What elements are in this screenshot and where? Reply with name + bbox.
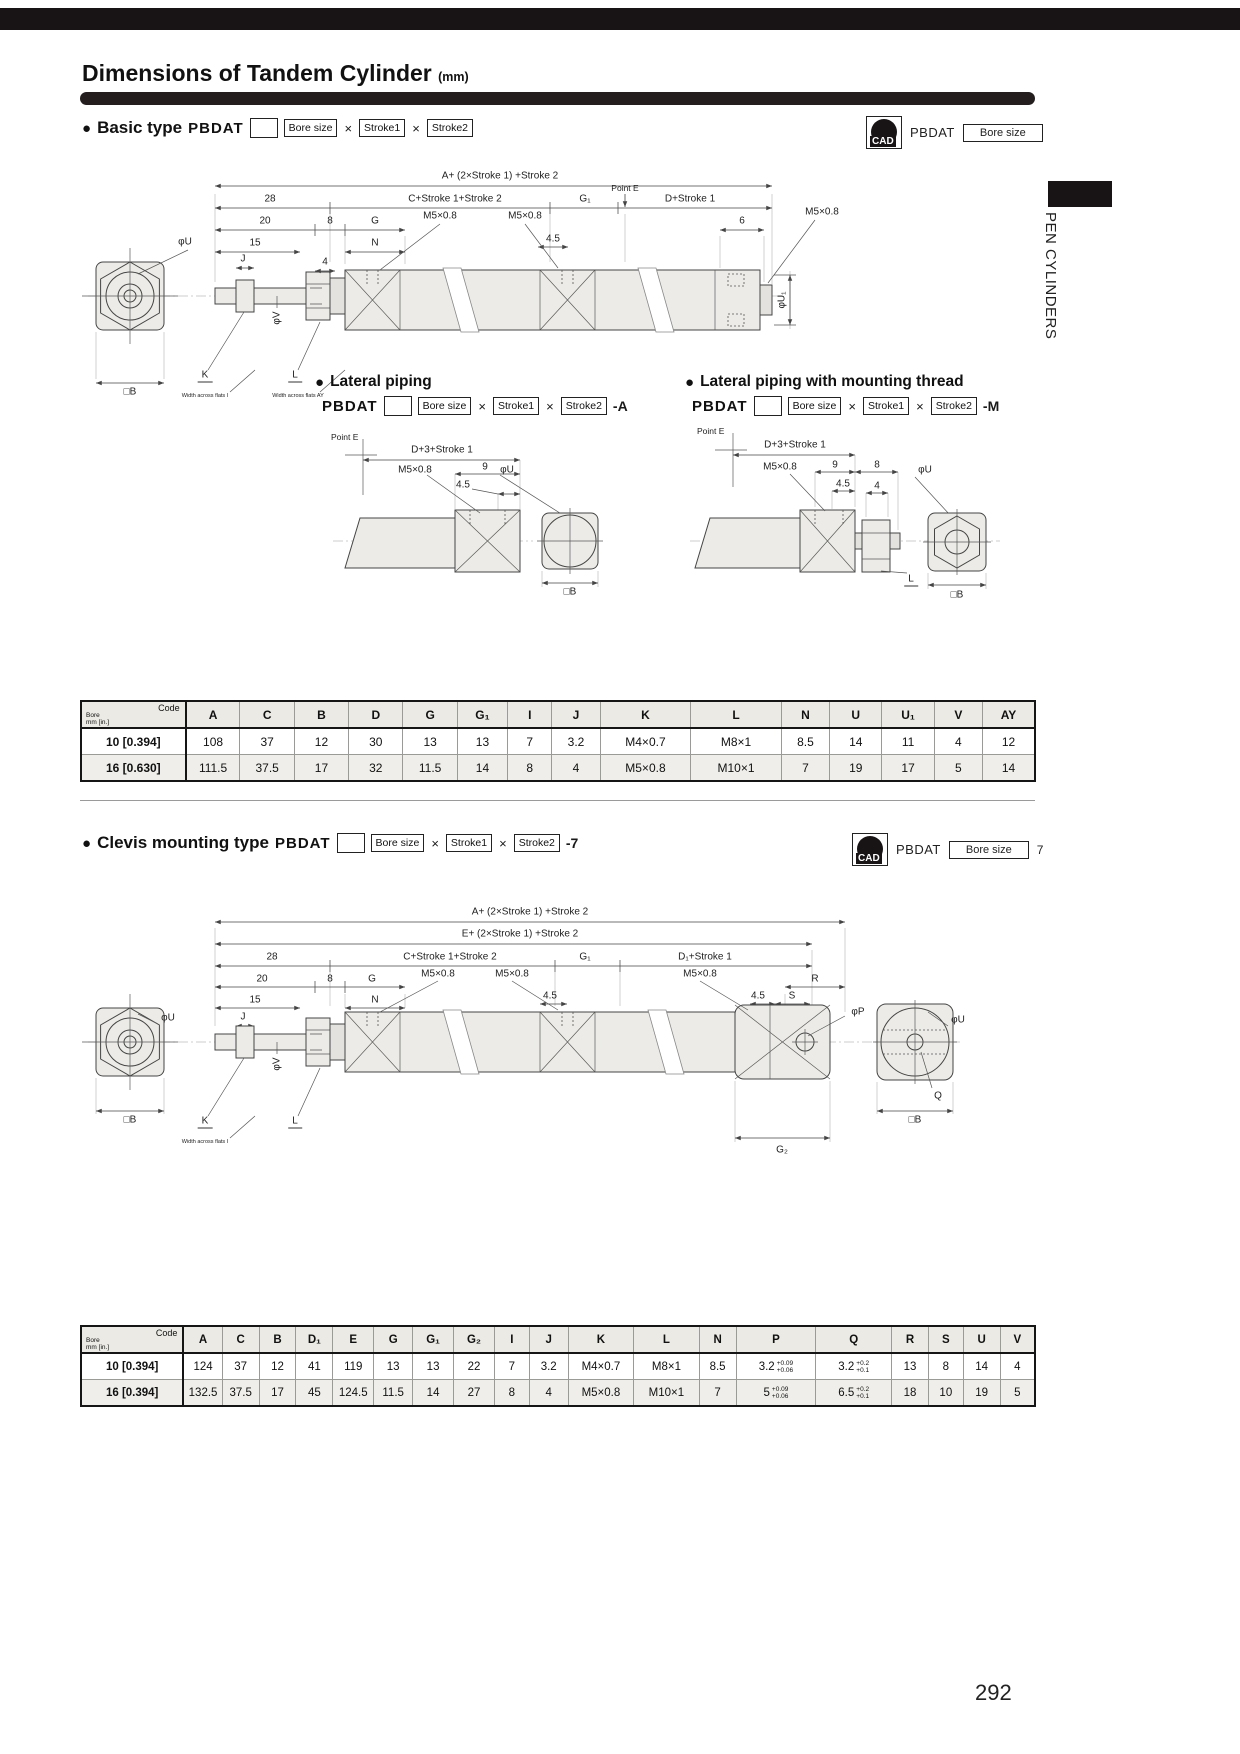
dim-g1: G₁ (579, 193, 591, 205)
value-cell: 13 (413, 1353, 454, 1380)
model-stroke2-box: Stroke2 (561, 397, 607, 415)
column-header: V (1000, 1326, 1035, 1353)
side-section-tab (1048, 181, 1112, 207)
column-header: J (529, 1326, 568, 1353)
cad-suffix: 7 (1036, 842, 1044, 857)
dim-g1: G₁ (579, 951, 591, 963)
callout-l: L (904, 574, 918, 587)
dim-d3-stroke: D+3+Stroke 1 (764, 439, 826, 451)
corner-bore-label: Bore mm [in.] (86, 1337, 110, 1351)
dim-j: J (240, 253, 246, 265)
clevis-drawing-geometry (80, 900, 1060, 1170)
column-header: N (699, 1326, 736, 1353)
dim-phi-u: φU (500, 464, 514, 476)
page-title-text: Dimensions of Tandem Cylinder (82, 60, 432, 86)
callout-k: K (198, 370, 213, 383)
dim-20: 20 (259, 215, 271, 227)
model-bore-box: Bore size (371, 834, 425, 852)
cad-bore-size-box: Bore size (963, 124, 1043, 142)
value-cell: 3.2 +0.2 +0.1 (816, 1353, 892, 1380)
dim-square-b: □B (123, 386, 137, 398)
model-stroke2-box: Stroke2 (931, 397, 977, 415)
value-cell: 7 (494, 1353, 529, 1380)
callout-l: L (288, 1116, 302, 1129)
value-cell: 5 (1000, 1380, 1035, 1407)
column-header: C (240, 701, 294, 728)
value-cell: 27 (454, 1380, 495, 1407)
column-header: U (963, 1326, 1000, 1353)
model-suffix: -7 (565, 835, 579, 851)
value-cell: 17 (882, 755, 934, 782)
column-header: R (892, 1326, 929, 1353)
value-cell: M8×1 (691, 728, 782, 755)
value-cell: 108 (186, 728, 240, 755)
dim-20: 20 (256, 973, 268, 985)
lateral-thread-geometry (685, 425, 1040, 615)
cad-model-code: PBDAT (910, 125, 955, 140)
column-header: A (186, 701, 240, 728)
section-title: Lateral piping (330, 373, 432, 390)
dim-g: G (371, 215, 379, 227)
value-cell: 18 (892, 1380, 929, 1407)
page-title-unit: (mm) (438, 70, 469, 84)
value-cell: 4 (552, 755, 600, 782)
basic-drawing-geometry (80, 150, 1045, 402)
dim-8: 8 (874, 459, 880, 471)
value-cell: 11 (882, 728, 934, 755)
value-cell: 37.5 (222, 1380, 259, 1407)
dim-6: 6 (739, 215, 745, 227)
clevis-dimensions-table (80, 1325, 1036, 1407)
bore-size-cell: 10 [0.394] (81, 1353, 183, 1380)
cad-icon (866, 116, 902, 149)
width-across-flats-i: Width across flats I (181, 393, 229, 399)
cad-icon-label: CAD (872, 136, 894, 147)
dim-4-5-right: 4.5 (751, 990, 765, 1002)
value-cell: M4×0.7 (600, 728, 691, 755)
title-underline-bar (80, 92, 1035, 105)
column-header: D₁ (296, 1326, 333, 1353)
value-cell: 37 (240, 728, 294, 755)
corner-code-label: Code (158, 703, 180, 713)
value-cell: 30 (349, 728, 403, 755)
dim-phi-u1: φU₁ (776, 291, 788, 309)
column-header: N (781, 701, 829, 728)
value-cell: 13 (374, 1353, 413, 1380)
bore-size-cell: 16 [0.630] (81, 755, 186, 782)
value-cell: 19 (830, 755, 882, 782)
column-header: V (934, 701, 982, 728)
value-cell: 10 (928, 1380, 963, 1407)
dim-r: R (811, 973, 819, 985)
model-bore-box: Bore size (788, 397, 842, 415)
table-row (81, 755, 1035, 782)
cad-badge-basic (866, 116, 1043, 149)
clevis-type-drawing (80, 900, 1060, 1170)
column-header: K (568, 1326, 634, 1353)
column-header: Q (816, 1326, 892, 1353)
table-row (81, 728, 1035, 755)
section-title: Clevis mounting type (97, 833, 269, 852)
model-empty-box (337, 833, 365, 853)
bore-size-cell: 10 [0.394] (81, 728, 186, 755)
dim-4: 4 (874, 480, 880, 492)
model-empty-box (754, 396, 782, 416)
thread-spec: M5×0.8 (398, 464, 432, 476)
thread-spec-3: M5×0.8 (683, 968, 717, 980)
column-header: I (508, 701, 552, 728)
dim-d-stroke: D+Stroke 1 (664, 193, 716, 205)
column-header: U₁ (882, 701, 934, 728)
dim-j: J (240, 1011, 246, 1023)
value-cell: 3.2 (529, 1353, 568, 1380)
value-cell: 41 (296, 1353, 333, 1380)
column-header: I (494, 1326, 529, 1353)
value-cell: M8×1 (634, 1353, 700, 1380)
value-cell: 17 (259, 1380, 296, 1407)
column-header: A (183, 1326, 222, 1353)
callout-l: L (288, 370, 302, 383)
dim-4-5-mid: 4.5 (543, 990, 557, 1002)
value-cell: 3.2 (552, 728, 600, 755)
dim-c-stroke: C+Stroke 1+Stroke 2 (408, 193, 502, 205)
section-title: Basic type (97, 118, 183, 137)
dim-g: G (368, 973, 376, 985)
width-across-flats-ay: Width across flats AY (272, 393, 324, 399)
table-header-row (81, 701, 1035, 728)
model-code: PBDAT (274, 834, 331, 852)
callout-k: K (198, 1116, 213, 1129)
dim-4: 4 (322, 256, 328, 268)
column-header: B (294, 701, 348, 728)
top-black-bar (0, 8, 1240, 30)
lateral-piping-drawing (315, 425, 650, 610)
thread-spec-2: M5×0.8 (495, 968, 529, 980)
dim-phi-u-right: φU (951, 1014, 965, 1026)
page-title (82, 60, 469, 87)
column-header: J (552, 701, 600, 728)
dim-square-b-left: □B (123, 1114, 137, 1126)
point-e-label: Point E (611, 183, 639, 193)
lateral-drawing-geometry (315, 425, 650, 610)
table-corner-cell (81, 1326, 183, 1353)
column-header: L (691, 701, 782, 728)
dim-overall-a: A+ (2×Stroke 1) +Stroke 2 (471, 906, 589, 918)
column-header: G₁ (413, 1326, 454, 1353)
value-cell: 11.5 (374, 1380, 413, 1407)
value-cell: 111.5 (186, 755, 240, 782)
value-cell: 14 (830, 728, 882, 755)
dim-4-5: 4.5 (546, 233, 560, 245)
bullet-icon: ● (82, 119, 92, 137)
value-cell: 8 (508, 755, 552, 782)
dim-phi-v: φV (271, 311, 283, 325)
dim-g2: G₂ (776, 1144, 788, 1156)
dim-15: 15 (249, 994, 261, 1006)
width-across-flats-i: Width across flats I (181, 1139, 229, 1145)
column-header: G₂ (454, 1326, 495, 1353)
value-cell: 32 (349, 755, 403, 782)
lateral-thread-drawing (685, 425, 1040, 615)
value-cell: 132.5 (183, 1380, 222, 1407)
section-title: Lateral piping with mounting thread (700, 373, 964, 390)
model-bore-box: Bore size (284, 119, 338, 137)
value-cell: 124 (183, 1353, 222, 1380)
value-cell: 8 (494, 1380, 529, 1407)
value-cell: 37.5 (240, 755, 294, 782)
column-header: G₁ (457, 701, 507, 728)
model-empty-box (384, 396, 412, 416)
side-tab-label: PEN CYLINDERS (1042, 212, 1059, 340)
dim-n: N (371, 994, 379, 1006)
column-header: U (830, 701, 882, 728)
model-suffix: -A (612, 398, 628, 414)
section-lateral-piping (315, 373, 432, 391)
dim-28: 28 (264, 193, 276, 205)
table-corner-cell (81, 701, 186, 728)
thread-spec-3: M5×0.8 (805, 206, 839, 218)
value-cell: 37 (222, 1353, 259, 1380)
value-cell: 14 (457, 755, 507, 782)
table-row (81, 1353, 1035, 1380)
model-stroke1-box: Stroke1 (493, 397, 539, 415)
value-cell: 119 (333, 1353, 374, 1380)
value-cell: 14 (963, 1353, 1000, 1380)
value-cell: 5 +0.09 +0.06 (736, 1380, 816, 1407)
dim-n: N (371, 237, 379, 249)
thread-spec: M5×0.8 (763, 461, 797, 473)
dim-overall-length: A+ (2×Stroke 1) +Stroke 2 (441, 170, 559, 182)
column-header: G (403, 701, 457, 728)
value-cell: M5×0.8 (600, 755, 691, 782)
cad-bore-size-box: Bore size (949, 841, 1029, 859)
table-row (81, 1380, 1035, 1407)
cad-model-code: PBDAT (896, 842, 941, 857)
dim-4-5: 4.5 (456, 479, 470, 491)
value-cell: 14 (413, 1380, 454, 1407)
value-cell: 13 (457, 728, 507, 755)
model-stroke2-box: Stroke2 (514, 834, 560, 852)
value-cell: 12 (983, 728, 1035, 755)
dim-9: 9 (482, 461, 488, 473)
point-e-label: Point E (697, 426, 725, 436)
dim-c-stroke: C+Stroke 1+Stroke 2 (403, 951, 497, 963)
dim-d3-stroke: D+3+Stroke 1 (411, 444, 473, 456)
dim-8: 8 (327, 215, 333, 227)
value-cell: 6.5 +0.2 +0.1 (816, 1380, 892, 1407)
dim-phi-u: φU (918, 464, 932, 476)
value-cell: 8.5 (699, 1353, 736, 1380)
value-cell: 12 (259, 1353, 296, 1380)
column-header: L (634, 1326, 700, 1353)
thread-spec-2: M5×0.8 (508, 210, 542, 222)
section-lateral-thread (685, 373, 964, 391)
corner-bore-label: Bore mm [in.] (86, 712, 110, 726)
dim-8: 8 (327, 973, 333, 985)
section-clevis-type (82, 833, 578, 853)
column-header: D (349, 701, 403, 728)
dim-phi-v: φV (271, 1057, 283, 1071)
model-stroke2-box: Stroke2 (427, 119, 473, 137)
value-cell: 3.2 +0.09 +0.06 (736, 1353, 816, 1380)
model-empty-box (250, 118, 278, 138)
value-cell: M4×0.7 (568, 1353, 634, 1380)
value-cell: 8.5 (781, 728, 829, 755)
multiply-sign: × (431, 835, 439, 851)
model-stroke1-box: Stroke1 (359, 119, 405, 137)
bullet-icon: ● (315, 373, 325, 391)
dim-d1-stroke: D₁+Stroke 1 (678, 951, 732, 963)
dim-phi-u: φU (178, 236, 192, 248)
dim-q: Q (934, 1090, 942, 1102)
value-cell: 4 (1000, 1353, 1035, 1380)
multiply-sign: × (478, 398, 486, 414)
model-row-lateral (322, 396, 628, 416)
dim-9: 9 (832, 459, 838, 471)
column-header: AY (983, 701, 1035, 728)
cad-badge-clevis (852, 833, 1043, 866)
bore-size-cell: 16 [0.394] (81, 1380, 183, 1407)
value-cell: 7 (508, 728, 552, 755)
model-code: PBDAT (188, 119, 244, 137)
dim-square-b: □B (950, 589, 964, 601)
point-e-label: Point E (331, 432, 359, 442)
value-cell: 7 (781, 755, 829, 782)
column-header: S (928, 1326, 963, 1353)
value-cell: 124.5 (333, 1380, 374, 1407)
dim-phi-u-left: φU (161, 1012, 175, 1024)
model-stroke1-box: Stroke1 (446, 834, 492, 852)
bullet-icon: ● (82, 834, 92, 852)
model-code: PBDAT (322, 397, 378, 415)
column-header: P (736, 1326, 816, 1353)
multiply-sign: × (546, 398, 554, 414)
page-number: 292 (975, 1680, 1012, 1705)
dim-15: 15 (249, 237, 261, 249)
value-cell: 5 (934, 755, 982, 782)
multiply-sign: × (344, 120, 353, 136)
value-cell: 11.5 (403, 755, 457, 782)
cad-icon (852, 833, 888, 866)
model-stroke1-box: Stroke1 (863, 397, 909, 415)
dim-28: 28 (266, 951, 278, 963)
section-basic-type (82, 118, 473, 138)
column-header: G (374, 1326, 413, 1353)
value-cell: M10×1 (691, 755, 782, 782)
column-header: B (259, 1326, 296, 1353)
model-suffix: -M (982, 398, 1000, 414)
value-cell: 22 (454, 1353, 495, 1380)
dim-square-b: □B (563, 586, 577, 598)
value-cell: 19 (963, 1380, 1000, 1407)
dim-phi-p: φP (851, 1006, 865, 1018)
corner-code-label: Code (155, 1328, 178, 1338)
value-cell: 4 (934, 728, 982, 755)
model-bore-box: Bore size (418, 397, 472, 415)
value-cell: 13 (892, 1353, 929, 1380)
column-header: C (222, 1326, 259, 1353)
value-cell: 12 (294, 728, 348, 755)
value-cell: 14 (983, 755, 1035, 782)
section-divider (80, 800, 1035, 801)
bullet-icon: ● (685, 373, 695, 391)
thread-spec-1: M5×0.8 (423, 210, 457, 222)
value-cell: M10×1 (634, 1380, 700, 1407)
column-header: E (333, 1326, 374, 1353)
value-cell: 4 (529, 1380, 568, 1407)
multiply-sign: × (848, 398, 856, 414)
basic-dimensions-table (80, 700, 1036, 782)
value-cell: M5×0.8 (568, 1380, 634, 1407)
multiply-sign: × (499, 835, 507, 851)
thread-spec-1: M5×0.8 (421, 968, 455, 980)
cad-icon-label: CAD (858, 853, 880, 864)
basic-type-drawing (80, 150, 1045, 402)
value-cell: 17 (294, 755, 348, 782)
model-row-lateral-thread (692, 396, 999, 416)
value-cell: 13 (403, 728, 457, 755)
value-cell: 8 (928, 1353, 963, 1380)
column-header: K (600, 701, 691, 728)
model-code: PBDAT (692, 397, 748, 415)
dim-square-b-right: □B (908, 1114, 922, 1126)
dim-overall-e: E+ (2×Stroke 1) +Stroke 2 (461, 928, 579, 940)
multiply-sign: × (916, 398, 924, 414)
table-header-row (81, 1326, 1035, 1353)
value-cell: 45 (296, 1380, 333, 1407)
value-cell: 7 (699, 1380, 736, 1407)
dim-s: S (788, 990, 796, 1002)
dim-4-5: 4.5 (836, 478, 850, 490)
multiply-sign: × (412, 120, 420, 136)
